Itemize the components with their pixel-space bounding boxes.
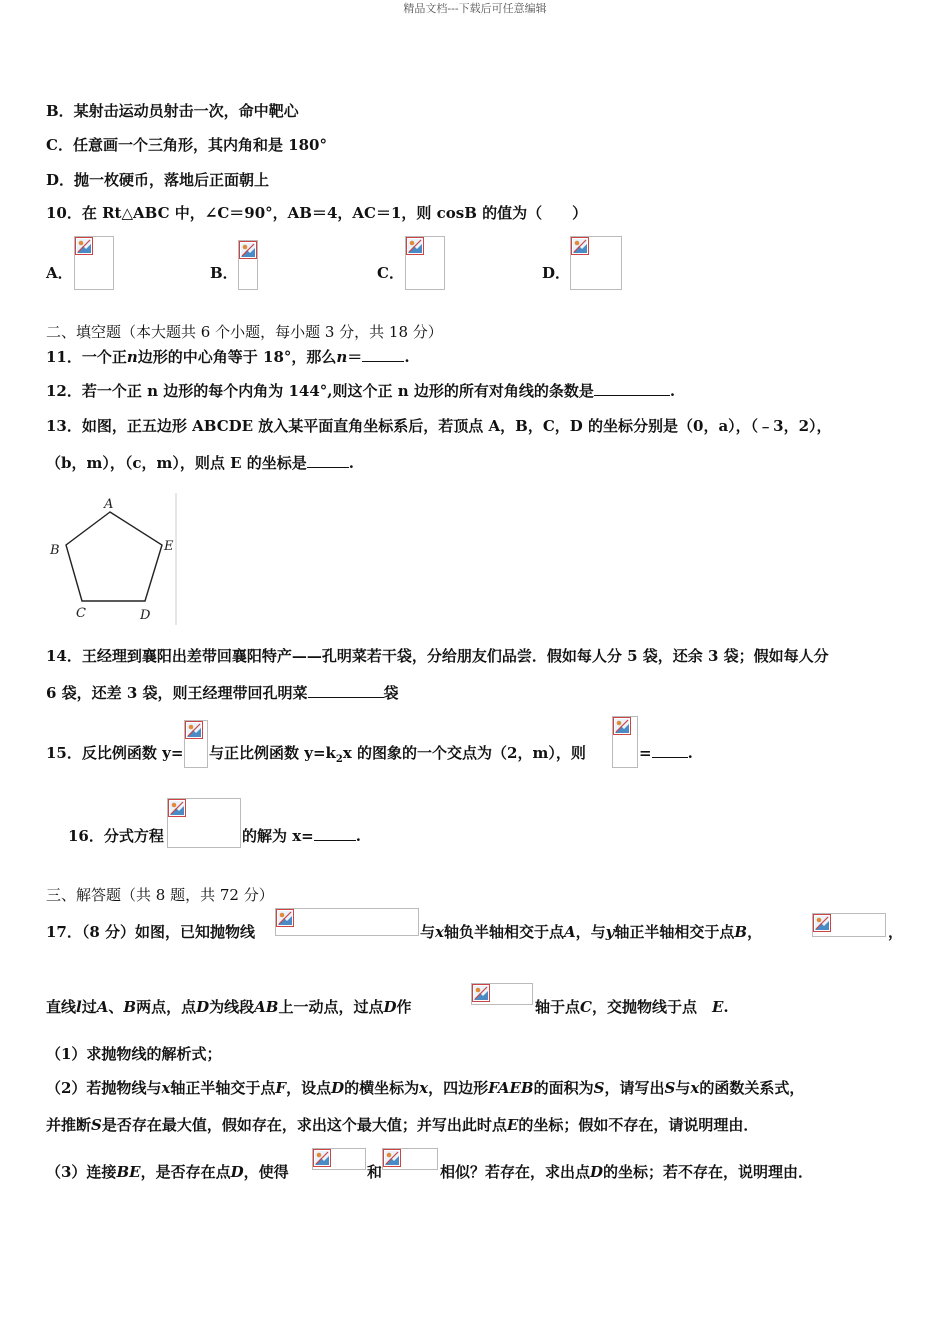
vertex-label-e: E (164, 539, 174, 554)
broken-image-icon (571, 237, 589, 255)
question-14-line-2: 6 袋，还差 3 袋，则王经理带回孔明菜 袋 (46, 684, 399, 702)
q10-option-d-label: D． (542, 264, 571, 282)
pentagon-shape (66, 512, 162, 601)
question-17-part-1: （1）求抛物线的解析式； (46, 1045, 222, 1063)
q10-option-d-image (570, 236, 622, 290)
answer-blank (308, 683, 384, 698)
option-c-line: C．任意画一个三角形，其内角和是 180° (46, 136, 327, 154)
answer-blank (307, 453, 349, 468)
question-16-a: 16．分式方程 (68, 827, 164, 845)
q17-condition-image (812, 913, 886, 937)
broken-image-icon (276, 909, 294, 927)
section-3-heading: 三、解答题（共 8 题，共 72 分） (46, 886, 274, 904)
question-17-line-2a: 直线l过A、B两点，点D为线段AB上一动点，过点D作 (46, 998, 412, 1016)
question-13-line-1: 13．如图，正五边形 ABCDE 放入某平面直角坐标系后，若顶点 A，B，C，D 的坐标分别是（0，a），（﹣3，2）， (46, 417, 832, 435)
q10-option-c-image (405, 236, 445, 290)
broken-image-icon (313, 1149, 331, 1167)
option-b-line: B．某射击运动员射击一次，命中靶心 (46, 102, 299, 120)
q17-triangle-image-1 (312, 1148, 366, 1170)
broken-image-icon (472, 984, 490, 1002)
broken-image-icon (239, 241, 257, 259)
answer-blank (362, 347, 404, 362)
broken-image-icon (383, 1149, 401, 1167)
q15-formula-image-2 (612, 716, 638, 768)
q10-option-b-image (238, 240, 258, 290)
section-2-heading: 二、填空题（本大题共 6 个小题，每小题 3 分，共 18 分） (46, 323, 443, 341)
q17-triangle-image-2 (382, 1148, 438, 1170)
broken-image-icon (185, 721, 203, 739)
answer-blank (594, 381, 670, 396)
question-16-b: 的解为 x= . (242, 827, 361, 845)
question-17-a: 17．（8 分）如图，已知抛物线 (46, 923, 256, 941)
question-17-part-3-and: 和 (367, 1163, 383, 1181)
vertex-label-c: C (76, 606, 86, 621)
broken-image-icon (813, 914, 831, 932)
question-17-part-3a: （3）连接BE，是否存在点D，使得 (46, 1163, 289, 1181)
question-15-a: 15．反比例函数 y= (46, 744, 184, 762)
option-d-line: D．抛一枚硬币，落地后正面朝上 (46, 171, 270, 189)
question-13-line-2: （b，m），（c，m），则点 E 的坐标是 . (46, 454, 354, 472)
broken-image-icon (75, 237, 93, 255)
question-15-c: = . (639, 744, 693, 762)
question-17-b: 与x轴负半轴相交于点A，与y轴正半轴相交于点B， (420, 923, 763, 941)
question-15-b: 与正比例函数 $y=k_2x$ 的图象的一个交点为（2，m），则 (209, 744, 586, 765)
question-17-comma: ， (888, 923, 904, 941)
broken-image-icon (613, 717, 631, 735)
vertex-label-b: B (50, 543, 60, 558)
question-17-part-2-line-1: （2）若抛物线与x轴正半轴交于点F，设点D的横坐标为x，四边形FAEB的面积为S，请写出S与x的函数关系式， (46, 1079, 805, 1097)
answer-blank (652, 743, 688, 758)
q10-option-a-label: A． (46, 264, 73, 282)
q10-option-c-label: C． (377, 264, 404, 282)
q10-option-b-label: B． (210, 264, 238, 282)
question-17-line-2b: 轴于点C，交抛物线于点 E. (535, 998, 729, 1016)
q15-formula-image-1 (184, 720, 208, 768)
question-17-part-3b: 相似？若存在，求出点D的坐标；若不存在，说明理由． (440, 1163, 814, 1181)
page-header: 精品文档---下载后可任意编辑 (403, 2, 547, 15)
broken-image-icon (168, 799, 186, 817)
answer-blank (314, 826, 356, 841)
vertex-label-a: A (104, 497, 114, 512)
q10-option-a-image (74, 236, 114, 290)
pentagon-figure (44, 493, 180, 625)
q17-perpendicular-image (471, 983, 533, 1005)
q16-equation-image (167, 798, 241, 848)
broken-image-icon (406, 237, 424, 255)
q17-parabola-image (275, 908, 419, 936)
question-14-line-1: 14．王经理到襄阳出差带回襄阳特产——孔明菜若干袋，分给朋友们品尝．假如每人分 5 袋，还余 3 袋；假如每人分 (46, 647, 829, 665)
question-17-part-2-line-2: 并推断S是否存在最大值，假如存在，求出这个最大值；并写出此时点E的坐标；假如不存在，请说明理由． (46, 1116, 759, 1134)
question-11: 11．一个正n边形的中心角等于 18°，那么n＝ . (46, 348, 410, 366)
question-12: 12．若一个正 n 边形的每个内角为 144°,则这个正 n 边形的所有对角线的条数是 . (46, 382, 676, 400)
question-10: 10．在 Rt△ABC 中，∠C＝90°，AB＝4，AC＝1，则 cosB 的值为（ ） (46, 204, 588, 222)
vertex-label-d: D (140, 608, 151, 623)
